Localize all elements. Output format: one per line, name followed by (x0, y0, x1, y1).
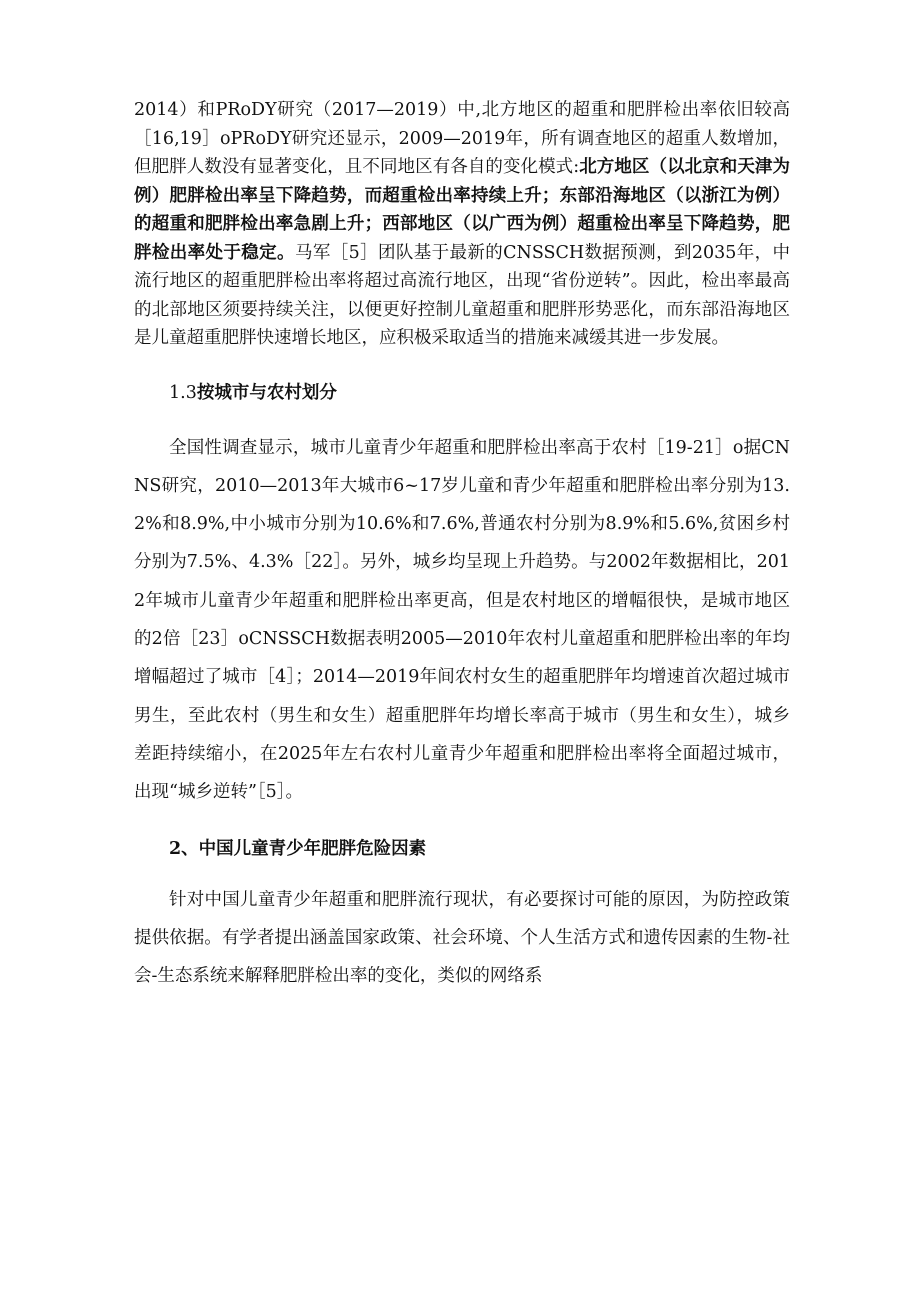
paragraph-urban-rural: 全国性调查显示，城市儿童青少年超重和肥胖检出率高于农村［19-21］o据CNNS研究，2010—2013年大城市6~17岁儿童和青少年超重和肥胖检出率分别为13.2%和8.9%,中小城市分别为10.6%和7.6%,普通农村分别为8.9%和5.6%,贫困乡村分别为7.5%、4.3%［22］。另外，城乡均呈现上升趋势。与2002年数据相比，2012年城市儿童青少年超重和肥胖检出率更高，但是农村地区的增幅很快，是城市地区的2倍［23］oCNSSCH数据表明2005—2010年农村儿童超重和肥胖检出率的年均增幅超过了城市［4］；2014—2019年间农村女生的超重肥胖年均增速首次超过城市男生，至此农村（男生和女生）超重肥胖年均增长率高于城市（男生和女生），城乡差距持续缩小，在2025年左右农村儿童青少年超重和肥胖检出率将全面超过城市，出现“城乡逆转”［5］。 (134, 437, 790, 803)
section-heading-risk-factors: 2、中国儿童青少年肥胖危险因素 (169, 839, 427, 860)
paragraph-regional-trends-bold: 北方地区（以北京和天津为例）肥胖检出率呈下降趋势，而超重检出率持续上升；东部沿海地区（以浙江为例）的超重和肥胖检出率急剧上升；西部地区（以广西为例）超重检出率呈下降趋势，肥胖检出率处于稳定。 (134, 157, 790, 263)
paragraph-regional-trends (134, 96, 790, 353)
section-title: 按城市与农村划分 (196, 382, 337, 403)
section-heading-urban-rural (134, 381, 790, 405)
document-page (134, 96, 790, 995)
paragraph-regional-trends-intro: 2014）和PRoDY研究（2017—2019）中,北方地区的超重和肥胖检出率依旧较高［16,19］oPRoDY研究还显示，2009—2019年，所有调查地区的超重人数增加，但肥胖人数没有显著变化，且不同地区有各自的变化模式: (134, 100, 790, 177)
section-number: 1.3 (169, 382, 197, 403)
paragraph-risk-factors: 针对中国儿童青少年超重和肥胖流行现状，有必要探讨可能的原因，为防控政策提供依据。有学者提出涵盖国家政策、社会环境、个人生活方式和遗传因素的生物-社会-生态系统来解释肥胖检出率的变化，类似的网络系 (134, 890, 790, 987)
paragraph-regional-trends-prediction: 马军［5］团队基于最新的CNSSCH数据预测，到2035年，中流行地区的超重肥胖检出率将超过高流行地区，出现“省份逆转”。因此，检出率最高的北部地区须要持续关注，以便更好控制儿童超重和肥胖形势恶化，而东部沿海地区是儿童超重肥胖快速增长地区，应积极采取适当的措施来减缓其进一步发展。 (134, 242, 791, 348)
